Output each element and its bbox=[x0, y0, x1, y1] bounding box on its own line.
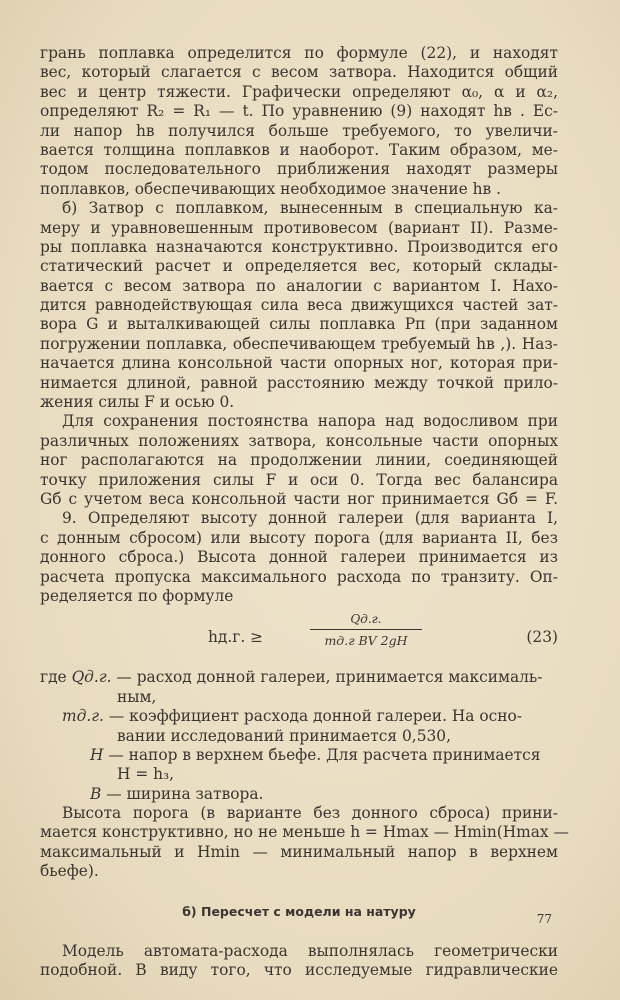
definition-line bbox=[40, 707, 558, 726]
text-line: Gб с учетом веса консольной части ног принимается Gб = F. bbox=[40, 489, 558, 508]
text-line: вес и центр тяжести. Графически определяют α₀, α и α₂, bbox=[40, 82, 558, 101]
text-line: статический расчет и определяется вес, который склады- bbox=[40, 257, 558, 276]
paragraph-5 bbox=[40, 804, 569, 882]
definition-symbol: H bbox=[90, 745, 104, 764]
formula-denominator: mд.г BV 2gH bbox=[324, 633, 408, 649]
paragraph-6 bbox=[40, 942, 558, 981]
definition-line bbox=[40, 668, 558, 687]
text-line: ределяется по формуле bbox=[40, 586, 234, 605]
page-number: 77 bbox=[536, 912, 552, 926]
definition-dash: — bbox=[116, 668, 132, 687]
definition-line bbox=[40, 727, 558, 746]
definition-text: напор в верхнем бьефе. Для расчета принимается bbox=[128, 745, 541, 764]
definition-symbol: B bbox=[90, 784, 102, 803]
definition-line bbox=[40, 785, 558, 804]
formula-number: (23) bbox=[526, 628, 558, 647]
text-line: начается длина консольной части опорных ног, которая при- bbox=[40, 354, 558, 373]
text-line: Для сохранения постоянства напора над водосливом при bbox=[62, 412, 558, 431]
text-line: максимальный и Hmin — минимальный напор в верхнем bbox=[40, 842, 558, 861]
definition-text: расход донной галереи, принимается максималь- bbox=[136, 668, 543, 687]
paragraph-1 bbox=[40, 44, 558, 199]
text-line: б) Затвор с поплавком, вынесенным в специальную ка- bbox=[62, 199, 558, 218]
text-line: 9. Определяют высоту донной галереи (для варианта I, bbox=[62, 509, 558, 528]
text-line: подобной. В виду того, что исследуемые гидравлические bbox=[40, 961, 558, 980]
definition-symbol: mд.г. bbox=[62, 707, 104, 726]
definition-dash: — bbox=[108, 745, 124, 764]
text-line: ли напор hв получился больше требуемого, то увеличи- bbox=[40, 121, 558, 140]
definition-dash: — bbox=[108, 707, 125, 726]
text-line: поплавков, обеспечивающих необходимое значение hв . bbox=[40, 179, 501, 198]
formula-23 bbox=[40, 612, 558, 664]
text-line: вается толщина поплавков и наоборот. Таким образом, ме- bbox=[40, 140, 558, 159]
definition-lead: где bbox=[40, 668, 67, 687]
text-line: бьефе). bbox=[40, 862, 99, 881]
text-line: ры поплавка назначаются конструктивно. Производится его bbox=[40, 237, 558, 256]
definition-line bbox=[40, 746, 558, 765]
text-line: мается конструктивно, но не меньше h = Hmax — Hmin(Hmax — bbox=[40, 823, 569, 842]
paragraph-3 bbox=[40, 412, 558, 509]
paragraph-2 bbox=[40, 199, 558, 412]
definition-dash: — bbox=[106, 784, 122, 803]
text-line: донного сброса.) Высота донной галереи принимается из bbox=[40, 548, 558, 567]
text-line: различных положениях затвора, консольные части опорных bbox=[40, 431, 558, 450]
text-line: жения силы F и осью 0. bbox=[40, 393, 235, 412]
text-line: нимается длиной, равной расстоянию между точкой прило- bbox=[40, 373, 558, 392]
text-line: Высота порога (в варианте без донного сброса) прини- bbox=[62, 804, 558, 823]
formula-lhs: hд.г. ≥ bbox=[208, 628, 264, 647]
paragraph-4 bbox=[40, 509, 558, 606]
section-heading: б) Пересчет с модели на натуру bbox=[182, 903, 416, 919]
formula-numerator: Qд.г. bbox=[310, 612, 422, 630]
text-line: с донным сбросом) или высоту порога (для варианта II, без bbox=[40, 528, 558, 547]
definition-text: ным, bbox=[117, 687, 157, 706]
definition-symbol: Qд.г. bbox=[71, 668, 112, 687]
text-line: ног располагаются на продолжении линии, соединяющей bbox=[40, 451, 558, 470]
text-line: меру и уравновешенным противовесом (вариант II). Разме- bbox=[40, 218, 558, 237]
text-line: дится равнодействующая сила веса движущихся частей зат- bbox=[40, 296, 558, 315]
formula-fraction bbox=[310, 612, 422, 648]
text-line: вес, который слагается с весом затвора. Находится общий bbox=[40, 63, 558, 82]
definition-text: коэффициент расхода донной галереи. На осно- bbox=[129, 707, 522, 726]
text-line: вается с весом затвора по аналогии с вариантом I. Нахо- bbox=[40, 276, 558, 295]
text-line: определяют R₂ = R₁ — t. По уравнению (9) находят hв . Ес- bbox=[40, 102, 558, 121]
text-line: Модель автомата-расхода выполнялась геометрически bbox=[62, 941, 558, 960]
definition-text: ширина затвора. bbox=[126, 784, 264, 803]
text-line: точку приложения силы F и оси 0. Тогда вес балансира bbox=[40, 470, 558, 489]
text-line: вора G и выталкивающей силы поплавка Pп (при заданном bbox=[40, 315, 558, 334]
definitions-list bbox=[40, 668, 558, 804]
text-line: расчета пропуска максимального расхода по транзиту. Оп- bbox=[40, 567, 558, 586]
definition-line bbox=[40, 688, 558, 707]
text-line: грань поплавка определится по формуле (22), и находят bbox=[40, 44, 558, 62]
definition-text: вании исследований принимается 0,530, bbox=[117, 726, 451, 745]
definition-text: H = h₃, bbox=[117, 765, 175, 784]
text-line: погружении поплавка, обеспечивающем требуемый hв ,). Наз- bbox=[40, 334, 558, 353]
definition-line bbox=[40, 765, 558, 784]
text-line: тодом последовательного приближения находят размеры bbox=[40, 160, 558, 179]
